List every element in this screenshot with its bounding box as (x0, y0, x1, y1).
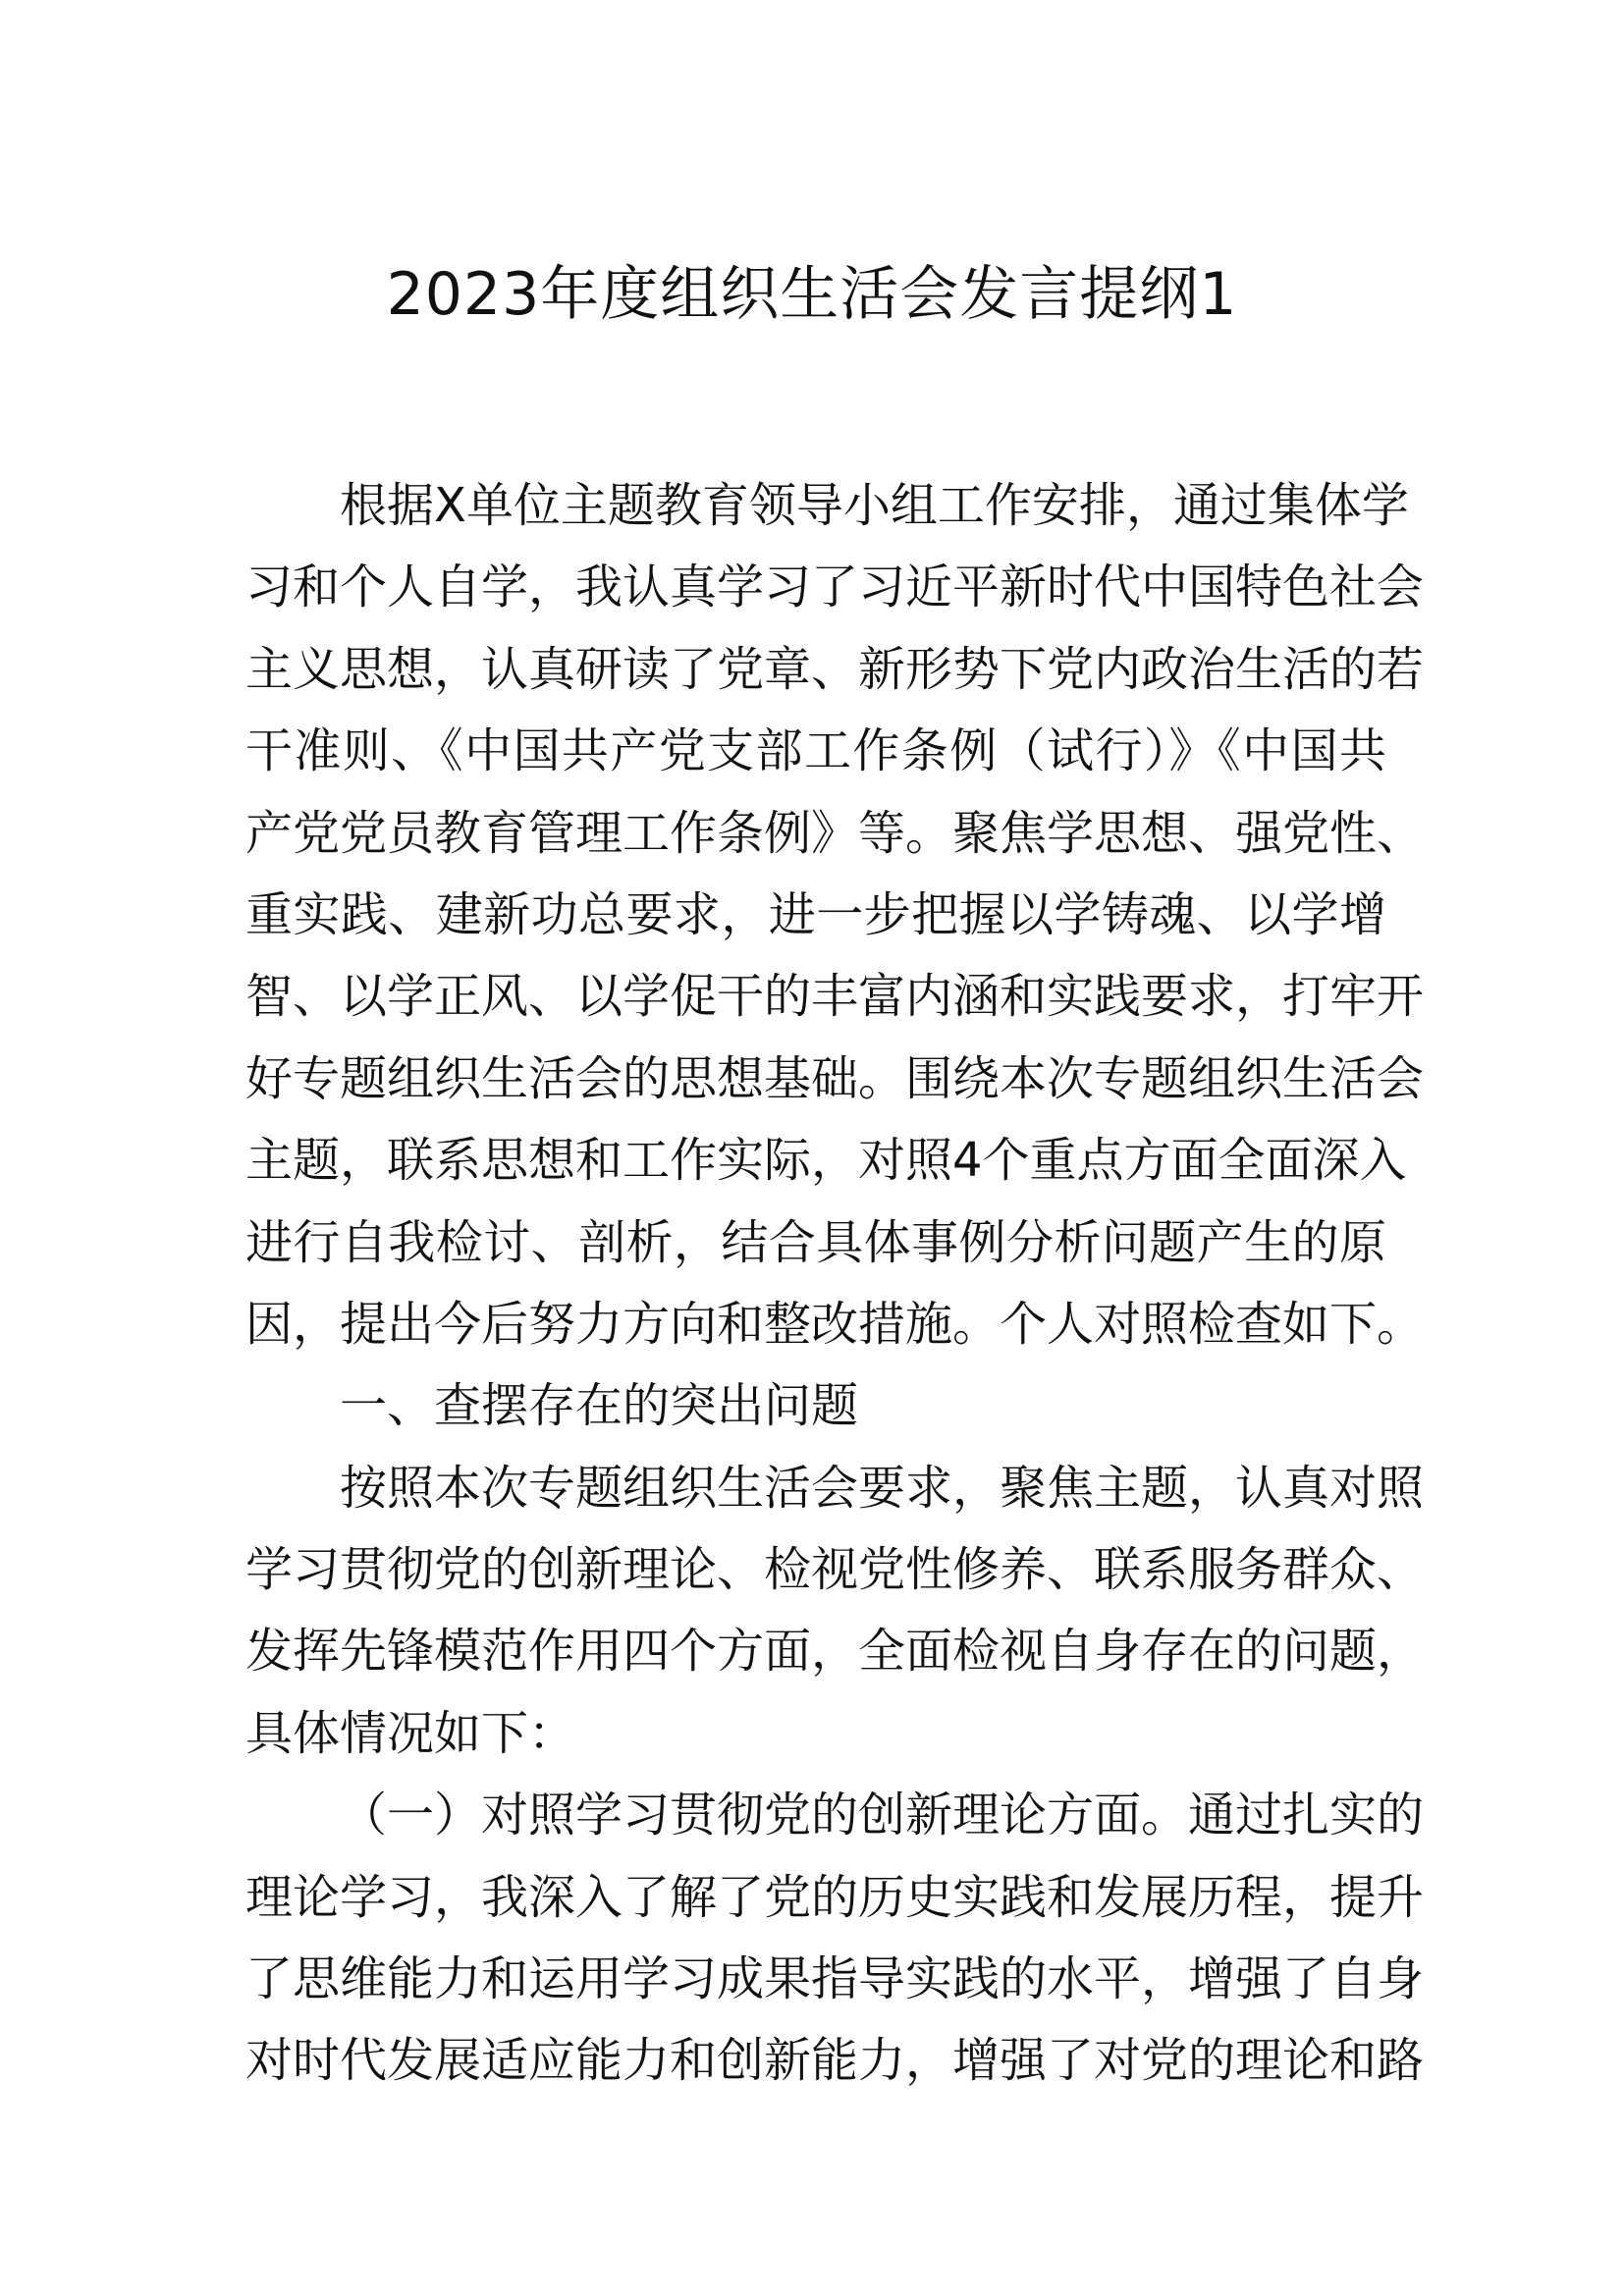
paragraph-line: 按照本次专题组织生活会要求，聚焦主题，认真对照 (340, 1460, 1425, 1516)
paragraph-line: 对时代发展适应能力和创新能力，增强了对党的理论和路 (245, 2033, 1425, 2089)
paragraph-line: 产党党员教育管理工作条例》等。聚焦学思想、强党性、 (245, 805, 1425, 861)
paragraph-line: （一）对照学习贯彻党的创新理论方面。通过扎实的 (340, 1788, 1425, 1843)
document-title: 2023年度组织生活会发言提纲1 (386, 260, 1238, 329)
paragraph-line: 干准则、《中国共产党支部工作条例（试行）》《中国共 (245, 723, 1386, 779)
paragraph-line: 智、以学正风、以学促干的丰富内涵和实践要求，打牢开 (245, 969, 1425, 1025)
paragraph-line: 习和个人自学，我认真学习了习近平新时代中国特色社会 (245, 560, 1425, 615)
paragraph-line: 进行自我检讨、剖析，结合具体事例分析问题产生的原 (245, 1214, 1386, 1270)
paragraph-line: 主题，联系思想和工作实际，对照4个重点方面全面深入 (245, 1133, 1407, 1189)
paragraph-line: 理论学习，我深入了解了党的历史实践和发展历程，提升 (245, 1869, 1425, 1925)
paragraph-line: 学习贯彻党的创新理论、检视党性修养、联系服务群众、 (245, 1542, 1425, 1598)
paragraph-line: 重实践、建新功总要求，进一步把握以学铸魂、以学增 (245, 886, 1386, 942)
paragraph-line: 根据X单位主题教育领导小组工作安排，通过集体学 (340, 478, 1409, 533)
paragraph-line: 主义思想，认真研读了党章、新形势下党内政治生活的若 (245, 641, 1425, 697)
paragraph-line: 好专题组织生活会的思想基础。围绕本次专题组织生活会 (245, 1050, 1425, 1106)
document-body (245, 465, 1425, 2103)
paragraph-line: 因，提出今后努力方向和整改措施。个人对照检查如下。 (245, 1296, 1425, 1352)
paragraph-line: 了思维能力和运用学习成果指导实践的水平，增强了自身 (245, 1951, 1425, 2007)
paragraph-line: 具体情况如下： (245, 1705, 576, 1761)
section-heading: 一、查摆存在的突出问题 (340, 1378, 859, 1434)
paragraph-line: 发挥先锋模范作用四个方面，全面检视自身存在的问题， (245, 1624, 1425, 1680)
